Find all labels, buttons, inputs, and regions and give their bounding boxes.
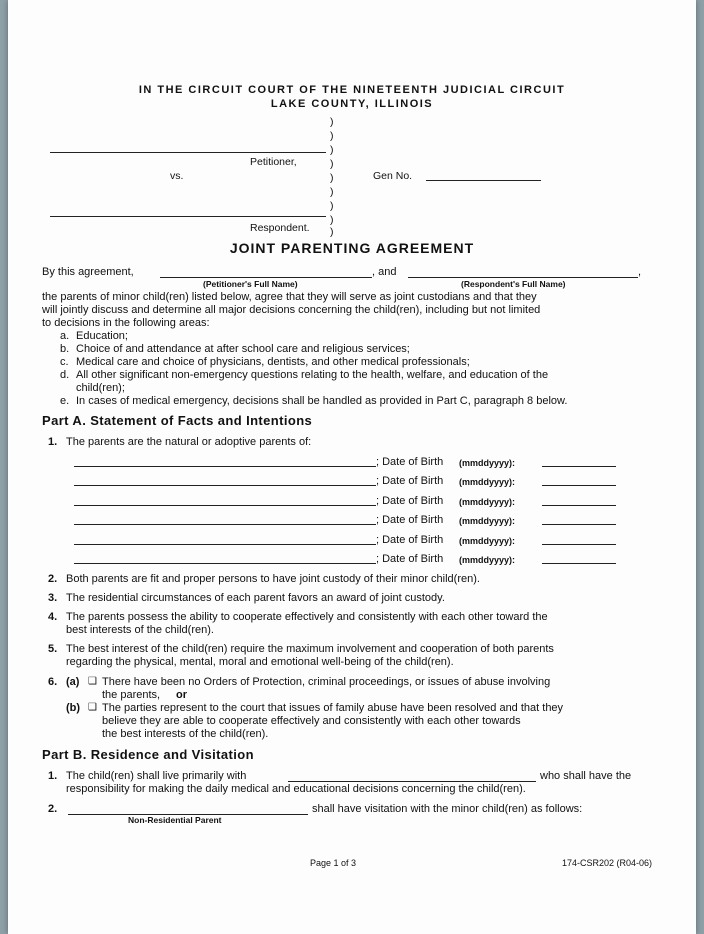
child-name-line[interactable] (74, 485, 376, 486)
checkbox-a[interactable]: ❑ (88, 676, 97, 687)
comma-text: , (638, 266, 642, 278)
intro-paragraph-line: to decisions in the following areas: (42, 317, 210, 329)
item-text: best interests of the child(ren). (66, 624, 214, 636)
and-text: , and (372, 266, 397, 278)
item-number: 3. (48, 592, 58, 604)
petitioner-name-line[interactable] (50, 152, 326, 153)
page-number: Page 1 of 3 (310, 858, 357, 868)
dob-label: ; Date of Birth (376, 495, 444, 507)
child-name-line[interactable] (74, 505, 376, 506)
child-name-line[interactable] (74, 544, 376, 545)
checkbox-b[interactable]: ❑ (88, 702, 97, 713)
item-text: The residential circumstances of each parent favors an award of joint custody. (66, 592, 445, 604)
dob-format: (mmddyyyy): (459, 497, 516, 507)
item-number: 1. (48, 770, 58, 782)
petitioner-full-name-label: (Petitioner's Full Name) (203, 279, 298, 289)
non-residential-parent-label: Non-Residential Parent (128, 815, 222, 825)
child-name-line[interactable] (74, 563, 376, 564)
item-number: 2. (48, 803, 58, 815)
list-item: Choice of and attendance at after school care and religious services; (76, 343, 410, 355)
option-text: The parties represent to the court that issues of family abuse have been resolved and that they (102, 702, 564, 714)
dob-line[interactable] (542, 544, 616, 545)
form-number: 174-CSR202 (R04-06) (562, 858, 653, 868)
dob-label: ; Date of Birth (376, 534, 444, 546)
dob-label: ; Date of Birth (376, 456, 444, 468)
list-letter: b. (60, 343, 70, 355)
respondent-full-name-label: (Respondent's Full Name) (461, 279, 566, 289)
or-text: or (176, 689, 187, 701)
list-letter: e. (60, 395, 70, 407)
document-title: JOINT PARENTING AGREEMENT (229, 240, 475, 256)
list-item: All other significant non-emergency questions relating to the health, welfare, and education of the (76, 369, 549, 381)
item-text: regarding the physical, mental, moral and emotional well-being of the child(ren). (66, 656, 454, 668)
option-text: There have been no Orders of Protection, criminal proceedings, or issues of abuse involving (102, 676, 551, 688)
item-text: Both parents are fit and proper persons to have joint custody of their minor child(ren). (66, 573, 480, 585)
child-name-line[interactable] (74, 466, 376, 467)
dob-line[interactable] (542, 505, 616, 506)
item-number: 5. (48, 643, 58, 655)
respondent-label: Respondent. (250, 222, 310, 234)
list-letter: d. (60, 369, 70, 381)
dob-line[interactable] (542, 485, 616, 486)
item-text: The parents possess the ability to cooperate effectively and consistently with each other toward the (66, 611, 548, 623)
petitioner-label: Petitioner, (250, 156, 297, 168)
document-page: IN THE CIRCUIT COURT OF THE NINETEENTH JUDICIAL CIRCUIT LAKE COUNTY, ILLINOIS ) ) ) ) ) ) ) ) ) Petitioner, vs. Gen No. Respondent. JOINT PARENTING AGREEMENT By this agreement, , and , (Petitioner's Full Name) (Respondent's Full Name) the parents of minor child(ren) listed below, agree that they will serve as joint custodians and that they will jointly discuss and determine all major decisions concerning the child(ren), including but not limited to decisions in the following areas: a. Education; b. Choice of and attendance at after school care and religious services; c. Medical care and choice of physicians, dentists, and other medical professionals; d. All other significant non-emergency questions relating to the health, welfare, and education of the child(ren); e. In cases of medical emergency, decisions shall be handled as provided in Part C, paragraph 8 below. Part A. Statement of Facts and Intentions 1. The parents are the natural or adoptive parents of: ; Date of Birth (mmddyyyy): ; Date of Birth (mmddyyyy): ; Date of Birth (mmddyyyy): ; Date of Birth (mmddyyyy): ; Date of Birth (mmddyyyy): ; Date of Birth (mmddyyyy): 2. Both parents are fit and proper persons to have joint custody of their minor child(ren). 3. The residential circumstances of each parent favors an award of joint custody. 4. The parents possess the ability to cooperate effectively and consistently with each other toward the best interests of the child(ren). 5. The best interest of the child(ren) require the maximum involvement and cooperation of both parents regarding the physical, mental, moral and emotional well-being of the child(ren). 6. (a) ❑ There have been no Orders of Protection, criminal proceedings, or issues of abuse involving the parents, or (b) ❑ The parties represent to the court that issues of family abuse have been resolved and that they believe they are able to cooperate effectively and consistently with each other towards the best interests of the child(ren). Part B. Residence and Visitation 1. The child(ren) shall live primarily with who shall have the responsibility for making the daily medical and educational decisions concerning the child(ren). 2. shall have visitation with the minor child(ren) as follows: Non-Residential Parent Page 1 of 3 174-CSR202 (R04-06) (8, 0, 696, 934)
court-heading: IN THE CIRCUIT COURT OF THE NINETEENTH JUDICIAL CIRCUIT (138, 84, 566, 96)
list-item: In cases of medical emergency, decisions shall be handled as provided in Part C, paragraph 8 below. (76, 395, 568, 407)
item-text: The child(ren) shall live primarily with (66, 770, 247, 782)
item-text: who shall have the (540, 770, 632, 782)
dob-format: (mmddyyyy): (459, 536, 516, 546)
list-letter: a. (60, 330, 70, 342)
county-heading: LAKE COUNTY, ILLINOIS (270, 98, 434, 110)
item-number: 4. (48, 611, 58, 623)
item-number: 2. (48, 573, 58, 585)
gen-no-label: Gen No. (373, 170, 413, 182)
dob-label: ; Date of Birth (376, 553, 444, 565)
dob-line[interactable] (542, 466, 616, 467)
gen-no-line[interactable] (426, 180, 541, 181)
vs-label: vs. (170, 170, 184, 182)
dob-format: (mmddyyyy): (459, 555, 516, 565)
intro-paragraph-line: the parents of minor child(ren) listed below, agree that they will serve as joint custodians and that they (42, 291, 537, 303)
option-label: (a) (66, 676, 80, 688)
intro-paragraph-line: will jointly discuss and determine all major decisions concerning the child(ren), including but not limited (42, 304, 541, 316)
dob-line[interactable] (542, 563, 616, 564)
dob-label: ; Date of Birth (376, 475, 444, 487)
dob-line[interactable] (542, 524, 616, 525)
respondent-full-name-line[interactable] (408, 277, 638, 278)
option-text: the best interests of the child(ren). (102, 728, 269, 740)
dob-format: (mmddyyyy): (459, 477, 516, 487)
dob-format: (mmddyyyy): (459, 516, 516, 526)
list-item: Education; (76, 330, 128, 342)
part-b-heading: Part B. Residence and Visitation (42, 747, 254, 762)
child-name-line[interactable] (74, 524, 376, 525)
item-number: 6. (48, 676, 58, 688)
list-item: child(ren); (76, 382, 125, 394)
option-text: the parents, (102, 689, 161, 701)
dob-format: (mmddyyyy): (459, 458, 516, 468)
petitioner-full-name-line[interactable] (160, 277, 372, 278)
dob-label: ; Date of Birth (376, 514, 444, 526)
respondent-name-line[interactable] (50, 216, 326, 217)
item-text: The best interest of the child(ren) require the maximum involvement and cooperation of both parents (66, 643, 554, 655)
item-text: responsibility for making the daily medical and educational decisions concerning the child(ren). (66, 783, 526, 795)
option-text: believe they are able to cooperate effectively and consistently with each other towards (102, 715, 521, 727)
part-a-heading: Part A. Statement of Facts and Intentions (42, 413, 313, 428)
option-label: (b) (66, 702, 81, 714)
list-letter: c. (60, 356, 69, 368)
by-this-agreement: By this agreement, (42, 266, 134, 278)
item-text: The parents are the natural or adoptive parents of: (66, 436, 312, 448)
item-text: shall have visitation with the minor child(ren) as follows: (312, 803, 583, 815)
list-item: Medical care and choice of physicians, dentists, and other medical professionals; (76, 356, 470, 368)
item-number: 1. (48, 436, 58, 448)
primary-parent-line[interactable] (288, 781, 536, 782)
